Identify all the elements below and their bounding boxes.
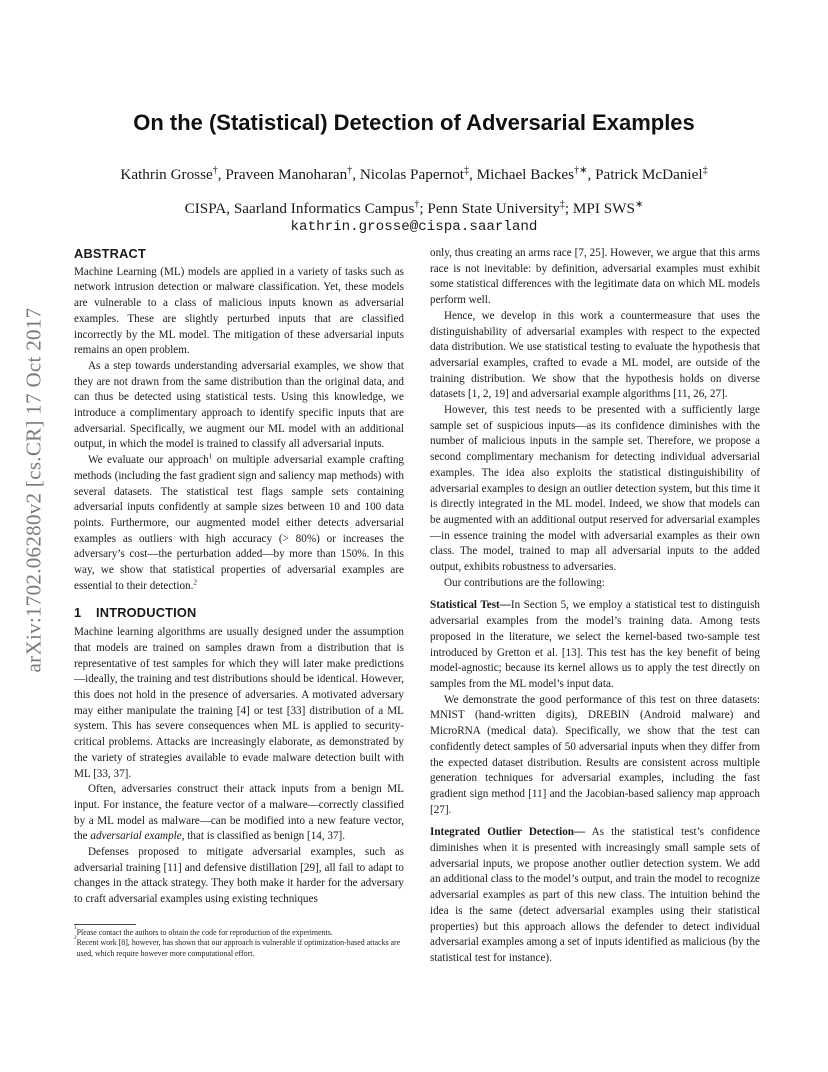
affiliation-name: Penn State University <box>427 200 560 217</box>
right-column <box>430 246 760 967</box>
author-name: Michael Backes <box>476 166 575 183</box>
author-list: Kathrin Grosse†, Praveen Manoharan†, Nicolas Papernot‡, Michael Backes†∗, Patrick McDaniel‡ <box>120 164 708 183</box>
body-paragraph: However, this test needs to be presented with a sufficiently large sample set of suspicious inputs—as its confidence diminishes with the number of malicious inputs in the sample set. Therefore, we propose a second complimentary mechanism for detecting individual adversarial examples. The idea also exploits the statistical distinguishibility of adversarial examples to design an outlier detection system, but this time it is directly integrated in the ML model. Indeed, we show that models can be augmented with an additional output reserved for adversarial examples—in essence training the model with adversarial examples as their own class. The model, trained to map all adversarial inputs to the added output, exhibits robustness to adversaries. <box>430 404 760 574</box>
footnote-text: Recent work [8], however, has shown that our approach is vulnerable if optimization-based attacks are used, which require however more computational effort. <box>76 938 401 958</box>
body-text: , that is classified as benign [14, 37]. <box>181 830 346 843</box>
body-paragraph: Hence, we develop in this work a countermeasure that uses the distinguishability of adversarial examples with respect to the expected data distribution. We use statistical testing to evaluate the hypothesis that adversarial examples, crafted to evade a ML model, are outside of the training distribution. We show that the hypothesis holds on diverse datasets [1, 2, 19] and adversarial example algorithms [11, 26, 27]. <box>430 309 760 401</box>
body-text: Often, adversaries construct their attack inputs from a benign ML input. For instance, the feature vector of a malware—correctly classified by a ML model as malware—can be modified into a new feature vector, the <box>74 783 404 843</box>
left-column <box>74 246 404 908</box>
contribution-text: In Section 5, we employ a statistical test to distinguish adversarial examples from the model’s training data. Among tests proposed in the literature, we select the kernel-based two-sample test introduced by Gretton et al. [13]. This test has the key benefit of being model-agnostic; because its kernel allows us to apply the test directly on samples from the ML model’s input data. <box>430 599 761 690</box>
author-name: Nicolas Papernot <box>359 166 465 183</box>
author-name: Praveen Manoharan <box>225 166 348 183</box>
contribution-label: Integrated Outlier Detection— <box>430 826 586 839</box>
affiliation-mark: ‡ <box>464 164 470 176</box>
footnotes <box>74 924 404 959</box>
affiliation-mark: ‡ <box>559 198 565 210</box>
contribution-text: As the statistical test’s confidence diminishes when it is presented with increasingly small sample sets of adversarial inputs, we propose another outlier detection system. We add an additional class to the model’s output, and train the model to recognize adversarial examples as part of this new class. The intuition behind the idea is the same (detect adversarial examples using their statistical properties) but this approach allows the defender to detect individual adversarial examples among a set of inputs identified as malicious (by the statistical test for instance). <box>430 826 760 964</box>
arxiv-identifier <box>14 270 54 710</box>
abstract-text: We evaluate our approach <box>88 454 209 467</box>
body-paragraph: We demonstrate the good performance of this test on three datasets: MNIST (hand-written digits), DREBIN (Android malware) and MicroRNA (medical data). Specifically, we show that the test can confidently detect samples of 50 adversarial inputs when they differ from the expected dataset distribution. Results are consistent across multiple generation techniques for adversarial examples, including the fast gradient sign method [11] and the Jacobian-based saliency map approach [27]. <box>430 693 760 816</box>
body-paragraph: only, thus creating an arms race [7, 25]. However, we argue that this arms race is not inevitable: by definition, adversarial examples must exhibit some statistical differences with the legitimate data on which ML models perform well. <box>430 247 760 307</box>
body-paragraph <box>74 782 404 845</box>
footnote-mark: 2 <box>74 935 77 942</box>
paper-title: On the (Statistical) Detection of Adversarial Examples <box>133 110 695 135</box>
contribution-outlier-detection <box>430 825 760 966</box>
affiliation-mark: † <box>347 164 353 176</box>
abstract-paragraph: Machine Learning (ML) models are applied in a variety of tasks such as network intrusion detection or malware classification. Yet, these models are vulnerable to a class of malicious inputs known as adversarial examples. These are slightly perturbed inputs that are classified incorrectly by the ML model. The mitigation of these adversarial inputs remains an open problem. <box>74 265 404 357</box>
affiliation-mark: † <box>414 198 420 210</box>
emphasis-term: adversarial example <box>90 830 182 843</box>
body-paragraph: Machine learning algorithms are usually designed under the assumption that models are trained on samples drawn from a distribution that is representative of test samples for which they will later make predictions—ideally, the training and test distributions should be identical. However, this does not hold in the presence of adversaries. A motivated adversary may either manipulate the training [4] or test [33] distribution of a ML system. This has severe consequences when ML is applied to security-critical problems. Attacks are increasingly elaborate, as demonstrated by the variety of strategies available to evade malware detection built with ML [33, 37]. <box>74 626 404 780</box>
affiliation-mark: † <box>212 164 218 176</box>
affiliation-list: CISPA, Saarland Informatics Campus†; Penn State University‡; MPI SWS∗ <box>184 198 644 217</box>
affiliation-name: CISPA, Saarland Informatics Campus <box>184 200 415 217</box>
section-title: INTRODUCTION <box>96 605 197 621</box>
contribution-statistical-test <box>430 598 760 692</box>
section-number: 1 <box>74 605 82 621</box>
abstract-paragraph <box>74 453 404 594</box>
abstract-text: on multiple adversarial example crafting methods (including the fast gradient sign and saliency map methods) with several datasets. The statistical test flags sample sets containing adversarial inputs confidently at sample sizes between 10 and 100 data points. Furthermore, our augmented model either detects adversarial examples as outliers with high accuracy (> 80%) or increases the adversary’s cost—the perturbation added—by more than 150%. In this way, we show that statistical properties of adversarial examples are essential to their detection. <box>74 454 404 592</box>
affiliation-mark: ‡ <box>702 164 708 176</box>
footnote <box>74 935 404 959</box>
body-paragraph: Our contributions are the following: <box>444 576 605 589</box>
affiliation-mark: ∗ <box>634 198 644 210</box>
affiliation-name: MPI SWS <box>572 200 635 217</box>
body-paragraph: Defenses proposed to mitigate adversarial examples, such as adversarial training [11] and defensive distillation [29], all fail to adapt to changes in the attack strategy. They both make it harder for the adversary to craft adversarial examples using existing techniques <box>74 846 404 906</box>
author-name: Kathrin Grosse <box>120 166 213 183</box>
arxiv-identifier-text: arXiv:1702.06280v2 [cs.CR] 17 Oct 2017 <box>21 307 46 673</box>
footnote-text: Please contact the authors to obtain the code for reproduction of the experiments. <box>76 928 333 937</box>
footnote-mark: 1 <box>208 451 213 461</box>
affiliation-mark: †∗ <box>574 164 588 176</box>
footnote-rule <box>74 924 136 925</box>
abstract-heading: ABSTRACT <box>74 246 146 261</box>
section-heading-introduction <box>74 605 404 621</box>
footnote-mark: 1 <box>74 925 77 931</box>
contribution-label: Statistical Test— <box>430 599 511 612</box>
contact-email: kathrin.grosse@cispa.saarland <box>290 219 538 235</box>
abstract-paragraph: As a step towards understanding adversarial examples, we show that they are not drawn from the same distribution than the original data, and can thus be detected using statistical tests. Using this knowledge, we introduce a complimentary approach to identify specific inputs that are adversarial. Specifically, we augment our ML model with an additional output, in which the model is trained to classify all adversarial inputs. <box>74 359 404 451</box>
footnote <box>74 925 404 938</box>
author-name: Patrick McDaniel <box>595 166 703 183</box>
footnote-mark: 2 <box>193 577 198 587</box>
